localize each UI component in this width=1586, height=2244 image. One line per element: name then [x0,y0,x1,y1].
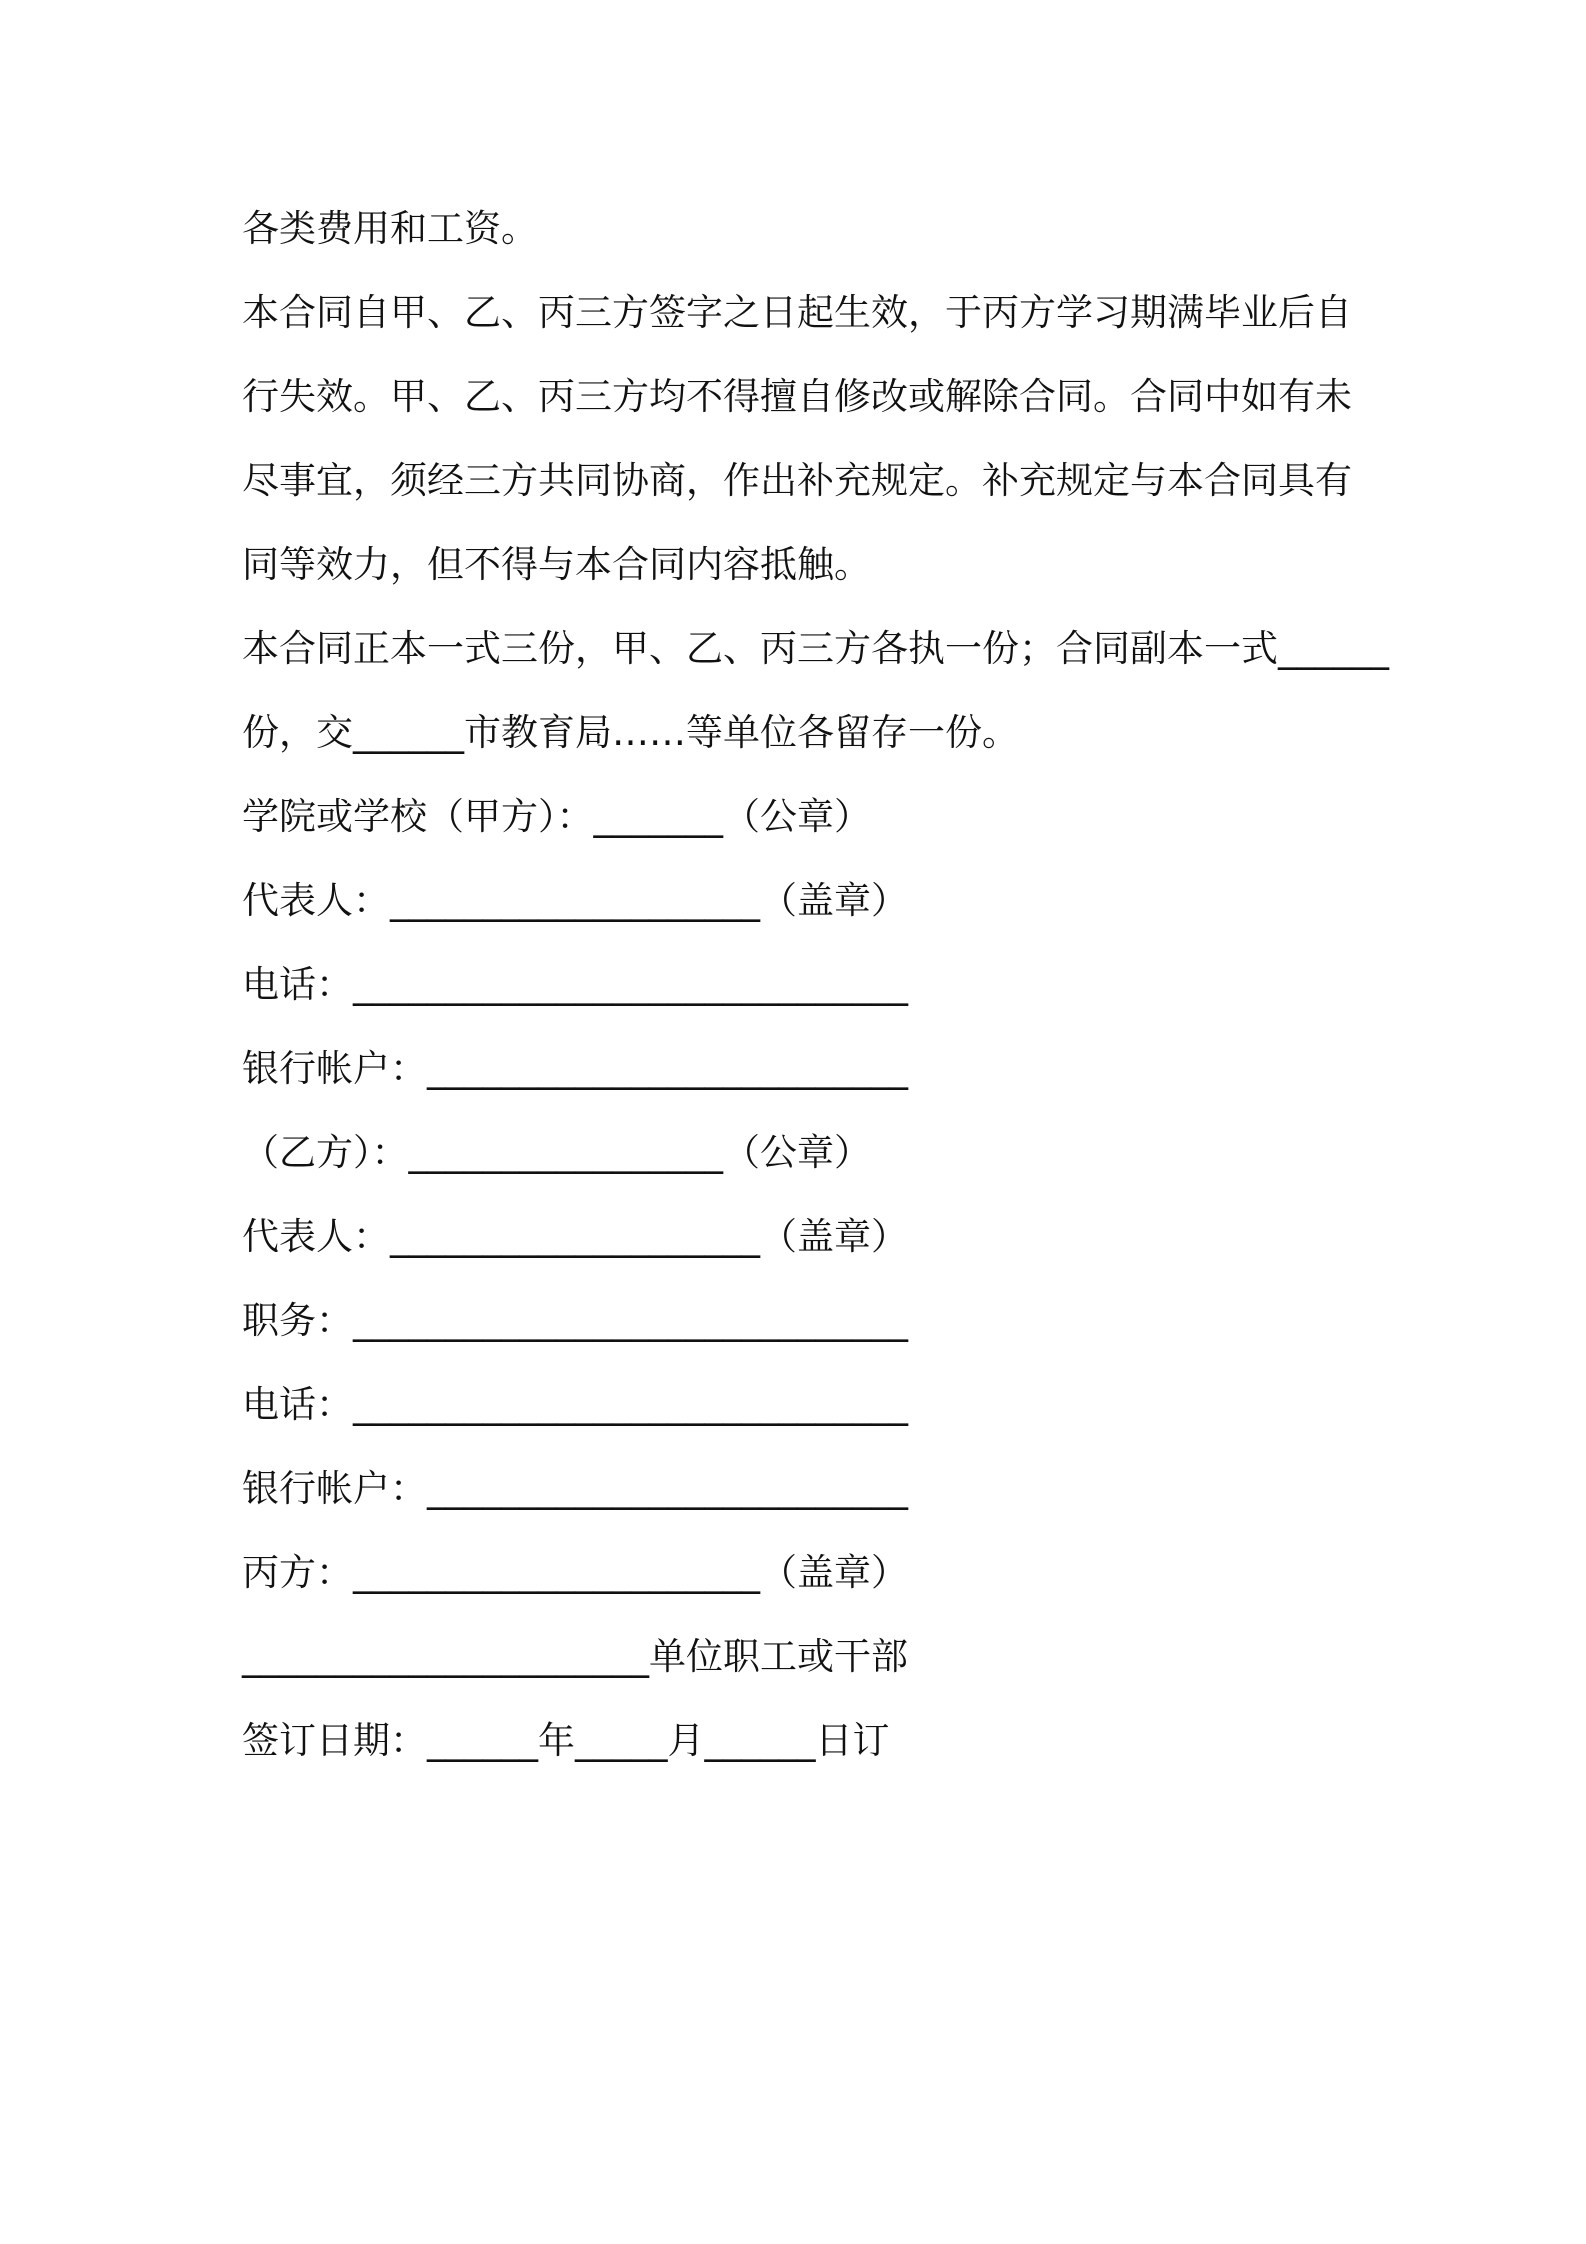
text-line-copies-distribution: 份，交______市教育局……等单位各留存一份。 [242,711,1019,754]
field-party-b-phone: 电话：______________________________ [242,1383,908,1426]
field-party-c-unit: ______________________单位职工或干部 [242,1635,908,1678]
field-party-b-position: 职务：______________________________ [242,1299,908,1342]
field-party-b: （乙方）：_________________（公章） [242,1131,871,1174]
text-line-fees-and-wages: 各类费用和工资。 [242,207,538,250]
field-party-a-phone: 电话：______________________________ [242,963,908,1006]
text-line-termination-clause: 行失效。甲、乙、丙三方均不得擅自修改或解除合同。合同中如有未 [242,375,1352,418]
field-party-c: 丙方：______________________（盖章） [242,1551,908,1594]
field-party-b-bank-account: 银行帐户：__________________________ [242,1467,908,1510]
text-line-supplement-clause: 尽事宜，须经三方共同协商，作出补充规定。补充规定与本合同具有 [242,459,1352,502]
field-party-a-representative: 代表人：____________________（盖章） [242,879,908,922]
text-line-equal-effect-clause: 同等效力，但不得与本合同内容抵触。 [242,543,871,586]
text-line-copies-clause: 本合同正本一式三份，甲、乙、丙三方各执一份；合同副本一式______ [242,627,1389,670]
text-line-effective-clause: 本合同自甲、乙、丙三方签字之日起生效，于丙方学习期满毕业后自 [242,291,1352,334]
field-party-a-school: 学院或学校（甲方）：_______（公章） [242,795,871,838]
field-party-a-bank-account: 银行帐户：__________________________ [242,1047,908,1090]
field-signing-date: 签订日期：______年_____月______日订 [242,1719,890,1762]
field-party-b-representative: 代表人：____________________（盖章） [242,1215,908,1258]
